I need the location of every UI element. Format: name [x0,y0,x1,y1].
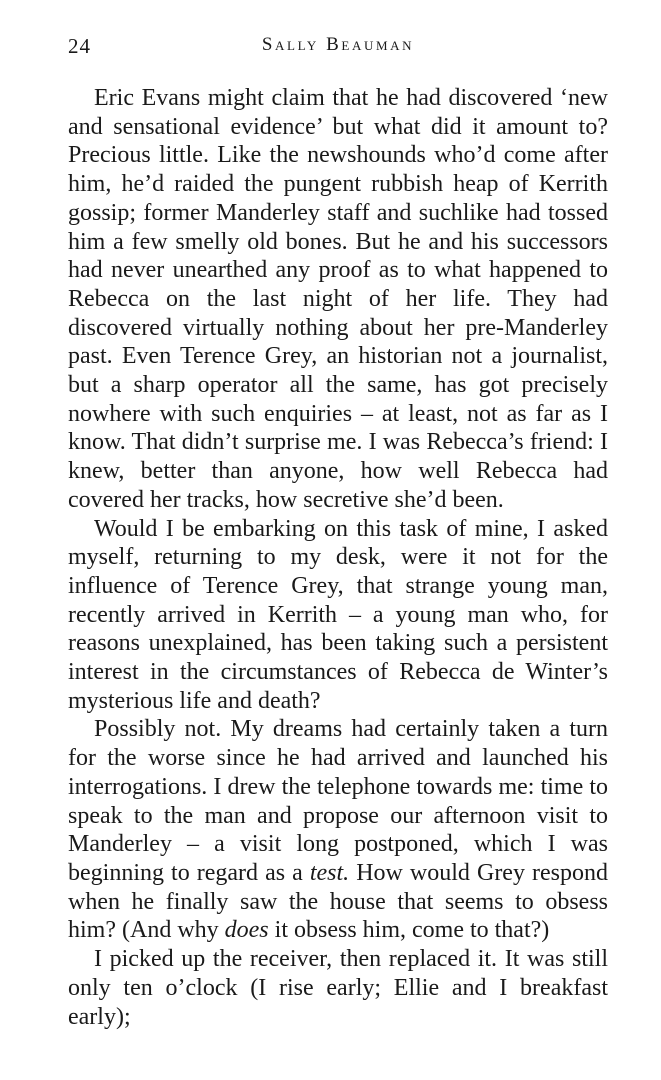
text-segment: Eric Evans might claim that he had discovered ‘new and sensational evidence’ but what did it amount to? Precious little. Like the newshounds who’d come after him, he’d raided the pungent rubbish heap of Kerrith gossip; former Manderley staff and suchlike had tossed him a few smelly old bones. But he and his successors had never unearthed any proof as to what happened to Rebecca on the last night of her life. They had discovered virtually nothing about her pre-Manderley past. Even Terence Grey, an historian not a journalist, but a sharp operator all the same, has got precisely nowhere with such enquiries – at least, not as far as I know. That didn’t surprise me. I was Rebecca’s friend: I knew, better than anyone, how well Rebecca had covered her tracks, how secretive she’d been. [68,85,608,513]
text-segment: Possibly not. My dreams had certainly taken a turn for the worse since he had arrived and launched his interrogations. I drew the telephone towards me: time to speak to the man and propose our afternoon visit to Manderley – a visit long postponed, which I was beginning to regard as a [68,716,608,886]
paragraph [68,715,608,945]
paragraph [68,84,608,515]
text-segment: it obsess him, come to that?) [268,917,550,944]
text-segment: Would I be embarking on this task of mine, I asked myself, returning to my desk, were it not for the influence of Terence Grey, that strange young man, recently arrived in Kerrith – a young man who, for reasons unexplained, has been taking such a persistent interest in the circumstances of Rebecca de Winter’s mysterious life and death? [68,515,608,714]
running-head-author: Sally Beauman [261,34,415,55]
paragraph [68,945,608,1031]
body-text [68,84,608,1031]
italic-text-segment: does [224,917,269,944]
page-number: 24 [68,34,91,58]
italic-text-segment: test. [309,859,350,886]
text-segment: How would Grey respond when he finally saw the house that seems to obsess him? (And why [68,859,608,944]
page-header [68,34,608,64]
text-segment: I picked up the receiver, then replaced it. It was still only ten o’clock (I rise early; Ellie and I breakfast early); [68,946,608,1030]
paragraph [68,515,608,716]
